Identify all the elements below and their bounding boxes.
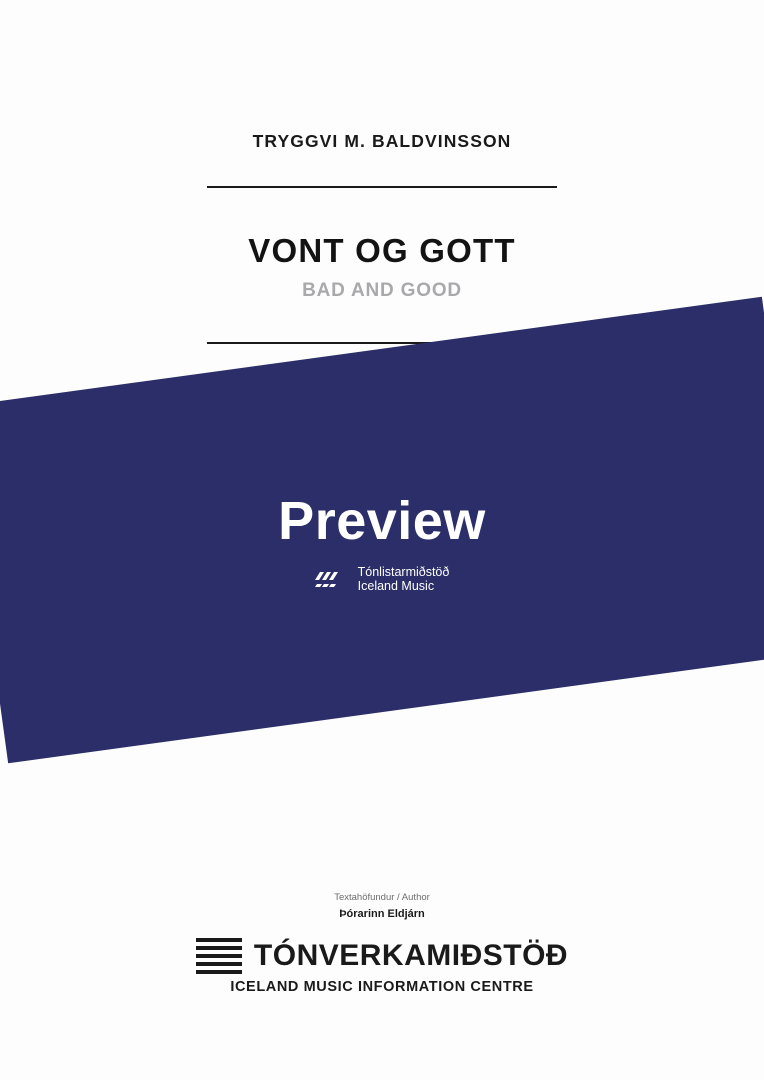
preview-label: Preview (278, 491, 486, 551)
composer-name: TRYGGVI M. BALDVINSSON (252, 131, 512, 151)
iceland-music-logo-line2: Iceland Music (357, 579, 435, 593)
page-subtitle: BAD AND GOOD (302, 280, 462, 301)
stacked-bars-icon (196, 938, 242, 974)
iceland-music-logo-line1: Tónlistarmiðstöð (357, 565, 450, 579)
preview-watermark-banner (0, 297, 764, 764)
publisher-subtitle: ICELAND MUSIC INFORMATION CENTRE (230, 979, 534, 995)
divider-top (207, 186, 557, 188)
author-label: Textahöfundur / Author (334, 892, 430, 903)
publisher-logo-row (196, 938, 568, 974)
publisher-name: TÓNVERKAMIÐSTÖÐ (253, 939, 569, 972)
page-title: VONT OG GOTT (248, 232, 516, 269)
publisher-logo (0, 938, 764, 995)
author-name: Þórarinn Eldjárn (339, 908, 425, 920)
